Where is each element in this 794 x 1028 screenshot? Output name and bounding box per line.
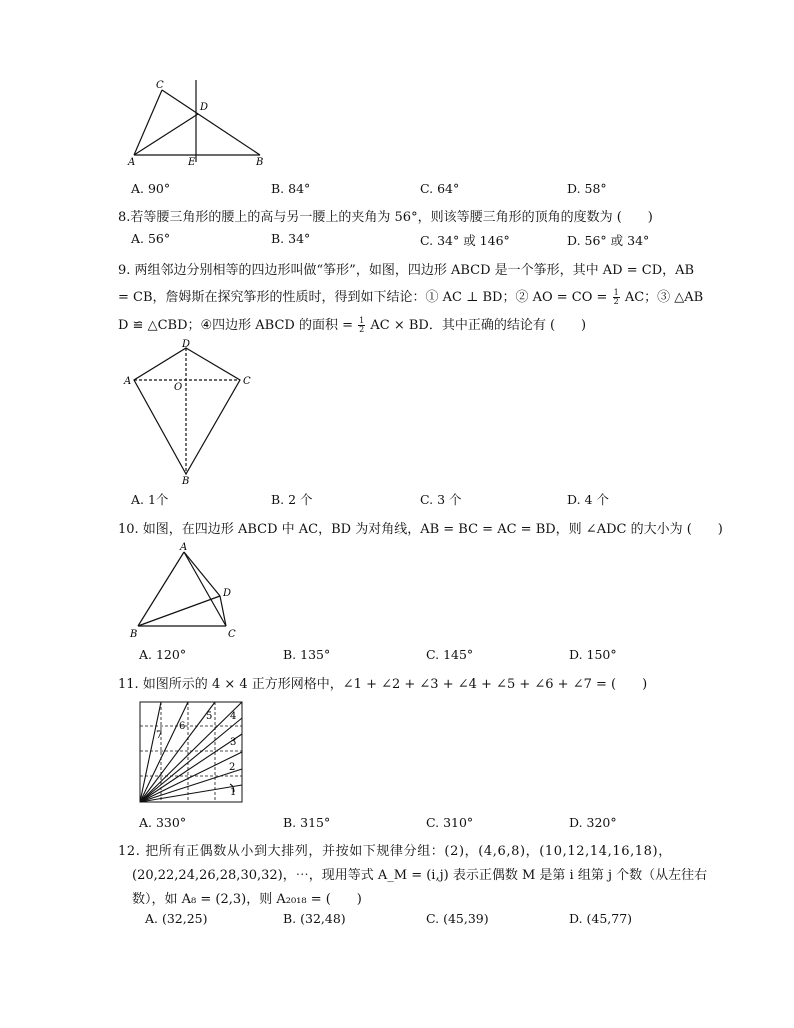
q9-stem-line2 bbox=[118, 286, 703, 306]
q10-label-b: B bbox=[130, 629, 138, 640]
q7-line-cb bbox=[162, 90, 260, 155]
q11-angle-label-7: 7 bbox=[156, 730, 163, 741]
q10-option-b[interactable]: B. 135° bbox=[283, 647, 331, 662]
q11-angle-label-2: 2 bbox=[229, 762, 236, 773]
q9-stem-line1: 9. 两组邻边分别相等的四边形叫做“筝形”，如图，四边形 ABCD 是一个筝形，其中 AD = CD，AB bbox=[118, 263, 695, 278]
q10-label-a: A bbox=[180, 542, 188, 553]
q9-option-d[interactable]: D. 4 个 bbox=[567, 492, 609, 507]
q12-stem-line2: (20,22,24,26,28,30,32)，⋯，现用等式 A_M = (i,j) 表示正偶数 M 是第 i 组第 j 个数（从左往右 bbox=[132, 868, 708, 883]
q7-label-e: E bbox=[188, 157, 196, 168]
q9-line2-part1: = CB，詹姆斯在探究筝形的性质时，得到如下结论：① AC ⊥ BD；② AO = CO = bbox=[118, 290, 608, 305]
q7-option-d[interactable]: D. 58° bbox=[567, 181, 607, 196]
q10-line-bd bbox=[138, 596, 220, 626]
q10-option-d[interactable]: D. 150° bbox=[569, 647, 617, 662]
q7-label-c: C bbox=[156, 80, 164, 91]
q10-line-ad bbox=[184, 552, 220, 596]
q10-line-ab bbox=[138, 552, 184, 626]
q7-option-c[interactable]: C. 64° bbox=[420, 181, 460, 196]
q9-label-b: B bbox=[182, 476, 190, 487]
q12-option-c[interactable]: C. (45,39) bbox=[426, 911, 489, 926]
q9-fraction-1: $\frac{1}{2}$ bbox=[613, 288, 619, 306]
q9-label-d: D bbox=[182, 339, 191, 350]
q11-option-b[interactable]: B. 315° bbox=[283, 815, 331, 830]
q7-option-a[interactable]: A. 90° bbox=[131, 181, 171, 196]
q9-line3-part2: AC × BD．其中正确的结论有 ( ) bbox=[370, 318, 587, 333]
q10-line-ac bbox=[184, 552, 226, 626]
q9-label-o: O bbox=[174, 382, 183, 393]
q7-option-b[interactable]: B. 84° bbox=[271, 181, 311, 196]
q12-stem-line3: 数），如 A₈ = (2,3)，则 A₂₀₁₈ = ( ) bbox=[132, 892, 362, 907]
q10-label-c: C bbox=[228, 629, 236, 640]
q9-kite bbox=[134, 348, 240, 474]
q11-stem: 11. 如图所示的 4 × 4 正方形网格中，∠1 + ∠2 + ∠3 + ∠4 + ∠5 + ∠6 + ∠7 = ( ) bbox=[118, 677, 648, 692]
q7-label-d: D bbox=[200, 102, 209, 113]
q9-label-a: A bbox=[124, 376, 132, 387]
q7-figure bbox=[120, 76, 280, 168]
q8-option-b[interactable]: B. 34° bbox=[271, 231, 311, 246]
q12-option-a[interactable]: A. (32,25) bbox=[145, 911, 208, 926]
q11-angle-label-3: 3 bbox=[230, 737, 237, 748]
q8-option-d[interactable]: D. 56° 或 34° bbox=[567, 233, 650, 248]
q11-angle-label-4: 4 bbox=[230, 711, 237, 722]
q8-option-c[interactable]: C. 34° 或 146° bbox=[420, 233, 510, 248]
q11-option-c[interactable]: C. 310° bbox=[426, 815, 474, 830]
q9-stem-line3 bbox=[118, 314, 586, 334]
q9-figure bbox=[120, 338, 260, 488]
q7-line-ac bbox=[134, 90, 162, 155]
q9-fraction-2: $\frac{1}{2}$ bbox=[359, 316, 365, 334]
q7-label-b: B bbox=[256, 157, 264, 168]
q11-option-d[interactable]: D. 320° bbox=[569, 815, 617, 830]
q11-option-a[interactable]: A. 330° bbox=[139, 815, 187, 830]
q11-angle-label-1: 1 bbox=[230, 787, 237, 798]
q11-angle-label-6: 6 bbox=[179, 721, 186, 732]
q10-label-d: D bbox=[223, 588, 232, 599]
q9-line3-part1: D ≌ △CBD；④四边形 ABCD 的面积 = bbox=[118, 318, 353, 333]
q9-option-b[interactable]: B. 2 个 bbox=[271, 492, 313, 507]
q12-stem-line1: 12. 把所有正偶数从小到大排列，并按如下规律分组：(2)，(4,6,8)，(10,12,14,16,18)， bbox=[118, 844, 672, 859]
q12-option-b[interactable]: B. (32,48) bbox=[283, 911, 346, 926]
q12-option-d[interactable]: D. (45,77) bbox=[569, 911, 633, 926]
q7-line-ad bbox=[134, 114, 198, 155]
q10-figure bbox=[124, 540, 244, 640]
q11-angle-label-5: 5 bbox=[206, 711, 213, 722]
q8-stem: 8.若等腰三角形的腰上的高与另一腰上的夹角为 56°，则该等腰三角形的顶角的度数为 ( ) bbox=[118, 210, 653, 225]
q8-option-a[interactable]: A. 56° bbox=[131, 231, 171, 246]
q9-label-c: C bbox=[243, 376, 251, 387]
q9-option-a[interactable]: A. 1个 bbox=[131, 492, 169, 507]
q10-option-c[interactable]: C. 145° bbox=[426, 647, 474, 662]
q9-option-c[interactable]: C. 3 个 bbox=[420, 492, 462, 507]
q10-option-a[interactable]: A. 120° bbox=[139, 647, 187, 662]
q10-stem: 10. 如图，在四边形 ABCD 中 AC，BD 为对角线，AB = BC = AC = BD，则 ∠ADC 的大小为 ( ) bbox=[118, 522, 723, 537]
q11-grid-figure bbox=[132, 698, 248, 806]
q9-line2-part2: AC；③ △AB bbox=[624, 290, 704, 305]
q7-label-a: A bbox=[128, 157, 136, 168]
